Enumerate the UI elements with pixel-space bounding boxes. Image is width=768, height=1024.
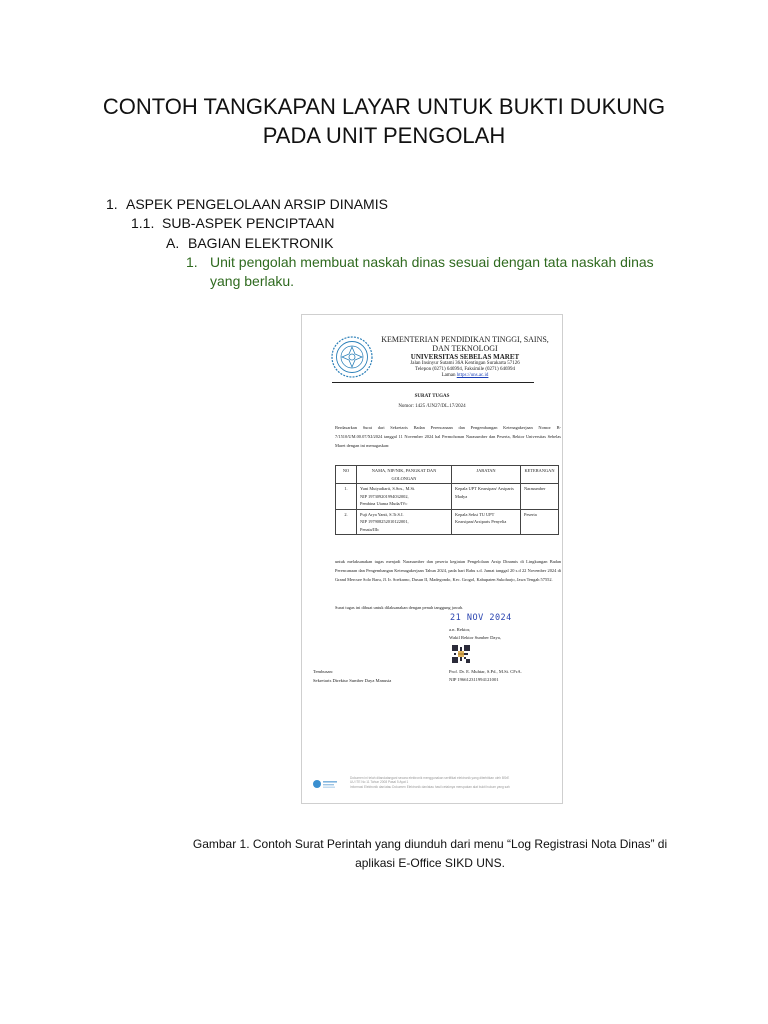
row-position: Kepala UPT Kearsipan/ Arsiparis Madya <box>452 484 521 510</box>
esign-footer <box>312 775 556 793</box>
outline-level3 <box>166 234 333 253</box>
page-title-line2: PADA UNIT PENGOLAH <box>262 123 506 148</box>
date-stamp: 21 NOV 2024 <box>450 613 512 623</box>
row-position: Kepala Seksi TU UPT Kearsipan/Arsiparis Penyelia <box>452 509 521 535</box>
letterhead-website-label: Laman <box>441 373 457 378</box>
letterhead-phone: Telepon (0271) 646994, Faksimile (0271) 646994 <box>415 367 515 372</box>
esign-footer-line1: Dokumen ini telah ditandatangani secara elektronik menggunakan sertifikat elektronik yang diterbitkan oleh BSrE <box>350 776 510 780</box>
bsre-logo-icon <box>312 777 338 791</box>
row-name-cell <box>357 509 452 535</box>
row-remarks: Narasumber <box>521 484 559 510</box>
esign-footer-line3: Informasi Elektronik dan/atau Dokumen Elektronik dan/atau hasil cetaknya merupakan alat bukti hukum yang sah <box>350 784 510 789</box>
assignment-table <box>335 465 559 535</box>
figure-caption-line2: aplikasi E-Office SIKD UNS. <box>355 856 505 870</box>
signature-block-top <box>449 626 561 642</box>
row-rank: Penata/IIIc <box>360 526 380 532</box>
carbon-copy <box>313 667 391 685</box>
letter-body-paragraph: untuk melaksanakan tugas menjadi Narasumber dan peserta kegiatan Pengelolaan Arsip Dinamis di Lingkungan Badan Perencanaan dan Pengembangan Ketenagakerjaan Tahun 2024, pada hari Rabu s.d. Jumat tanggal 20 s.d 22 November 2024 di Grand Mercure Solo Baru, Jl. Ir. Soekarno, Dusun II, Madegondo, Kec. Grogol, Kabupaten Sukoharjo, Jawa Tengah 57552. <box>335 559 561 582</box>
table-row <box>336 509 559 535</box>
letter-opening-paragraph: Berdasarkan Surat dari Sekretaris Badan Perencanaan dan Pengembangan Ketenagakerjaan Nomor B-7/1510/UM.00.07/XI/2024 tanggal 11 November 2024 hal Permohonan Narasumber dan Peserta, Rektor Universitas Sebelas Maret dengan ini menugaskan: <box>335 425 561 448</box>
outline-level1-text: ASPEK PENGELOLAAN ARSIP DINAMIS <box>126 196 388 212</box>
row-name: Puji Arya Yanti, S.Tr.S.I. <box>360 511 404 517</box>
qr-code-icon <box>452 645 470 663</box>
letterhead-address: Jalan Insinyur Sutami 36A Kentingan Surakarta 57126 <box>410 361 520 366</box>
outline-level2-number: 1.1. <box>131 215 155 231</box>
row-name-cell <box>357 484 452 510</box>
esign-footer-line2: UU ITE No 11 Tahun 2008 Pasal 5 Ayat 1 <box>350 780 409 785</box>
outline-level4-text: Unit pengolah membuat naskah dinas sesuai dengan tata naskah dinas yang berlaku. <box>210 254 654 289</box>
figure-caption <box>160 835 700 873</box>
figure-caption-line1: Gambar 1. Contoh Surat Perintah yang diunduh dari menu “Log Registrasi Nota Dinas” di <box>192 837 668 851</box>
letterhead <box>380 335 550 379</box>
letterhead-ministry-line1: KEMENTERIAN PENDIDIKAN TINGGI, SAINS, <box>381 335 549 344</box>
letterhead-ministry-line2: DAN TEKNOLOGI <box>432 344 498 353</box>
header-name: NAMA, NIP/NIK, PANGKAT DAN GOLONGAN <box>357 466 452 484</box>
header-no: NO <box>336 466 357 484</box>
letterhead-website-link[interactable]: https://uns.ac.id <box>456 373 489 378</box>
outline-level3-number: A. <box>166 235 180 251</box>
esign-footer-text <box>350 776 556 789</box>
outline-level4 <box>186 253 676 291</box>
letter-screenshot <box>301 314 563 804</box>
signature-title: Wakil Rektor Sumber Daya, <box>449 635 501 640</box>
letter-number: Nomor: 1425 /UN27/DL.17/2024 <box>398 404 466 409</box>
page-title-line1: CONTOH TANGKAPAN LAYAR UNTUK BUKTI DUKUNG <box>102 94 666 119</box>
signer-nip: NIP 196612311994121001 <box>449 677 499 682</box>
row-no: 1. <box>336 484 357 510</box>
row-nip: NIP 197309201994032002, <box>360 493 409 499</box>
letterhead-divider <box>332 382 534 383</box>
header-remarks: KETERANGAN <box>521 466 559 484</box>
outline-level2 <box>131 214 334 233</box>
carbon-copy-label: Tembusan: <box>313 669 334 674</box>
signature-block-bottom <box>449 668 561 684</box>
letterhead-university: UNIVERSITAS SEBELAS MARET <box>410 353 520 361</box>
letter-title: SURAT TUGAS <box>414 394 450 399</box>
outline-level1-number: 1. <box>106 196 118 212</box>
row-nip: NIP 197908252010122001, <box>360 519 409 524</box>
outline-level2-text: SUB-ASPEK PENCIPTAAN <box>162 215 335 231</box>
university-logo-icon <box>330 335 374 379</box>
carbon-copy-recipient: Sekretaris Direktur Sumber Daya Manusia <box>313 678 392 683</box>
row-rank: Pembina Utama Muda/IVc <box>360 501 408 506</box>
table-row <box>336 484 559 510</box>
signature-on-behalf: a.n. Rektor, <box>449 627 471 632</box>
outline-level3-text: BAGIAN ELEKTRONIK <box>188 235 334 251</box>
row-no: 2. <box>336 509 357 535</box>
letter-closing: Surat tugas ini dibuat untuk dilaksanakan dengan penuh tanggung jawab. <box>335 605 464 610</box>
page-title <box>60 92 708 150</box>
outline-level1 <box>106 195 388 214</box>
row-remarks: Peserta <box>521 509 559 535</box>
header-position: JABATAN <box>452 466 521 484</box>
letterhead-website <box>380 373 550 379</box>
assignment-table-header <box>336 466 559 484</box>
outline-level4-number: 1. <box>186 254 198 270</box>
row-name: Yuni Mutyadiarti, S.Sos., M.Si. <box>360 486 416 491</box>
signer-name: Prof. Dr. E. Muhtar, S.Pd., M.Si. CFrA. <box>449 669 522 674</box>
